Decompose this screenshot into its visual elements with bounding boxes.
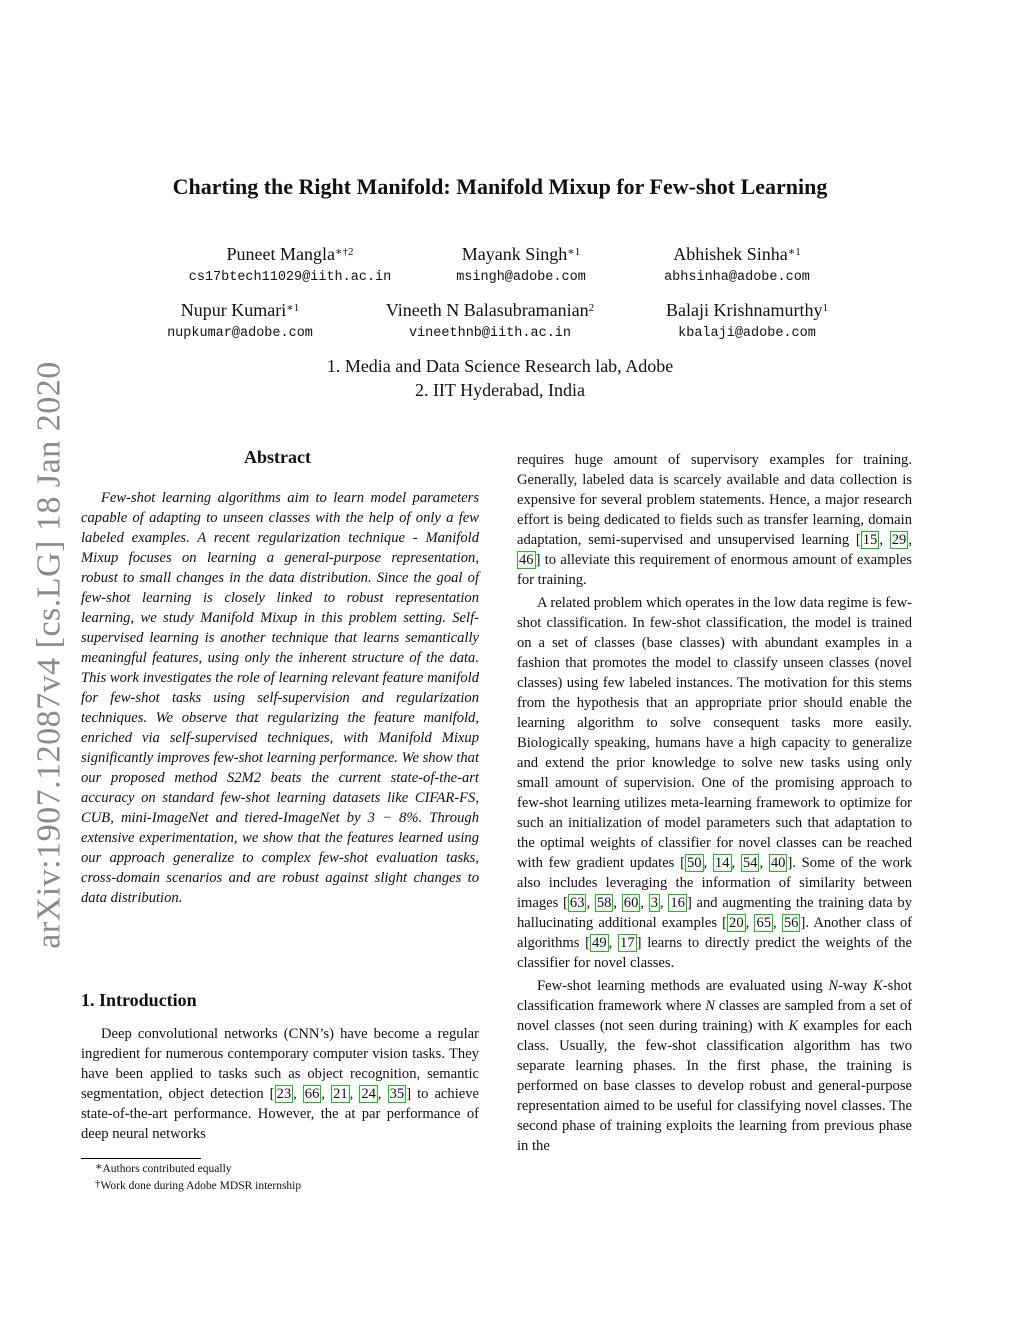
citation-link[interactable]: 40 (770, 855, 786, 871)
author-name: Abhishek Sinha (673, 244, 788, 264)
citation-link[interactable]: 29 (891, 532, 907, 548)
affiliation: 2. IIT Hyderabad, India (414, 380, 586, 400)
author-card (345, 299, 635, 344)
author-name: Puneet Mangla (226, 244, 335, 264)
citation-link[interactable]: 20 (729, 915, 744, 931)
abstract-body (81, 488, 479, 911)
affiliation: 1. Media and Data Science Research lab, Adobe (326, 356, 674, 376)
author-name: Mayank Singh (461, 244, 568, 264)
author-card (592, 243, 882, 288)
intro-body (81, 1024, 479, 1147)
author-email: cs17btech11029@iith.ac.in (188, 270, 392, 285)
author-email: abhsinha@adobe.com (664, 270, 810, 285)
citation-link[interactable]: 49 (592, 935, 607, 951)
citation-link[interactable]: 60 (623, 895, 639, 911)
author-mark: 1 (822, 302, 828, 314)
footnote: ∗Authors contributed equally (95, 1161, 232, 1175)
author-mark: ∗†2 (335, 246, 354, 258)
citation-link[interactable]: 66 (304, 1086, 320, 1102)
intro-body-continued (517, 450, 912, 1159)
author-mark: ∗1 (567, 246, 581, 258)
citation-link[interactable]: 50 (686, 855, 702, 871)
intro-paragraph: requires huge amount of supervisory examples for training. Generally, labeled data is scarcely available and data collection is expensive for several problem statements. Hence, a major research effort is being dedicated to fields such as transfer learning, domain adaptation, semi-supervised and unsupervised learning [ 15 , 29 , 46 ] to alleviate this requirement of enormous amount of examples for training. (517, 452, 912, 588)
author-email: kbalaji@adobe.com (678, 326, 816, 341)
citation-link[interactable]: 63 (569, 895, 585, 911)
paper-title: Charting the Right Manifold: Manifold Mixup for Few-shot Learning (172, 174, 828, 199)
author-email: nupkumar@adobe.com (167, 326, 313, 341)
author-name: Vineeth N Balasubramanian (385, 300, 589, 320)
citation-link[interactable]: 24 (361, 1086, 376, 1102)
intro-heading: 1. Introduction (81, 990, 197, 1010)
citation-link[interactable]: 23 (276, 1086, 292, 1102)
citation-link[interactable]: 35 (389, 1086, 405, 1102)
author-email: msingh@adobe.com (456, 270, 586, 285)
citation-link[interactable]: 65 (756, 915, 772, 931)
citation-link[interactable]: 3 (650, 895, 658, 911)
citation-link[interactable]: 54 (742, 855, 758, 871)
citation-link[interactable]: 58 (596, 895, 612, 911)
author-name: Balaji Krishnamurthy (666, 300, 823, 320)
citation-link[interactable]: 17 (620, 935, 635, 951)
citation-link[interactable]: 16 (670, 895, 685, 911)
author-mark: ∗1 (787, 246, 801, 258)
abstract-heading: Abstract (244, 447, 311, 467)
citation-link[interactable]: 21 (333, 1086, 348, 1102)
author-card (602, 299, 892, 344)
author-mark: ∗1 (286, 302, 300, 314)
author-card (95, 299, 385, 344)
author-mark: 2 (588, 302, 595, 314)
footnote-divider (81, 1158, 201, 1159)
citation-link[interactable]: 56 (783, 915, 799, 931)
intro-paragraph: A related problem which operates in the low data regime is few-shot classification. In few-shot classification, the model is trained on a set of classes (base classes) with abundant examples in a fashion that promotes the model to classify unseen classes (novel classes) using few labeled instances. The motivation for this stems from the hypothesis that an appropriate prior should enable the learning algorithm to solve consequent tasks more easily. Biologically speaking, humans have a high capacity to generalize and extend the prior knowledge to solve new tasks using only small amount of supervision. One of the promising approach to few-shot learning utilizes meta-learning framework to optimize for such an initialization of model parameters such that adaptation to the optimal weights of classifier for novel classes can be reached with few gradient updates [ 50 , 14 , 54 , 40 ]. Some of the work also includes leveraging the information of similarity between images [ 63 , 58 , 60 , 3 , 16 ] and augmenting the training data by hallucinating additional examples [ 20 , 65 , 56 ]. Another class of algorithms [ 49 , 17 ] learns to directly predict the weights of the classifier for novel classes. (517, 595, 913, 971)
citation-link[interactable]: 15 (862, 532, 878, 548)
citation-link[interactable]: 46 (519, 552, 534, 568)
author-email: vineethnb@iith.ac.in (408, 326, 572, 341)
footnote: †Work done during Adobe MDSR internship (95, 1178, 302, 1192)
abstract-text: Few-shot learning algorithms aim to learn model parameters capable of adapting to unseen classes with the help of only a few labeled examples. A recent regularization technique - Manifold Mixup focuses on learning a general-purpose representation, robust to small changes in the data distribution. Since the goal of few-shot learning is closely linked to robust representation learning, we study Manifold Mixup in this problem setting. Self-supervised learning is another technique that learns semantically meaningful features, using only the inherent structure of the data. This work investigates the role of learning relevant feature manifold for few-shot tasks using self-supervision and regularization techniques. We observe that regularizing the feature manifold, enriched via self-supervised techniques, with Manifold Mixup significantly improves few-shot learning performance. We show that our proposed method S2M2 beats the current state-of-the-art accuracy on standard few-shot learning datasets like CIFAR-FS, CUB, mini-ImageNet and tiered-ImageNet by 3 − 8%. Through extensive experimentation, we show that the features learned using our approach generalize to complex few-shot evaluation tasks, cross-domain scenarios and are robust against slight changes to data distribution. (81, 490, 479, 906)
arxiv-identifier: arXiv:1907.12087v4 [cs.LG] 18 Jan 2020 (31, 361, 69, 949)
intro-paragraph: Deep convolutional networks (CNN’s) have become a regular ingredient for numerous contemporary computer vision tasks. They have been applied to tasks such as object recognition, semantic segmentation, object detection [ 23 , 66 , 21 , 24 , 35 ] to achieve state-of-the-art performance. However, the at par performance of deep neural networks (81, 1026, 479, 1142)
author-name: Nupur Kumari (180, 300, 287, 320)
citation-link[interactable]: 14 (714, 855, 730, 871)
intro-paragraph: Few-shot learning methods are evaluated using N-way K-shot classification framework where N classes are sampled from a set of novel classes (not seen during training) with K examples for each class. Usually, the few-shot classification algorithm has two separate learning phases. In the first phase, the training is performed on base classes to develop robust and general-purpose representation aimed to be useful for classifying novel classes. The second phase of training exploits the learning from previous phase in the (517, 978, 912, 1154)
